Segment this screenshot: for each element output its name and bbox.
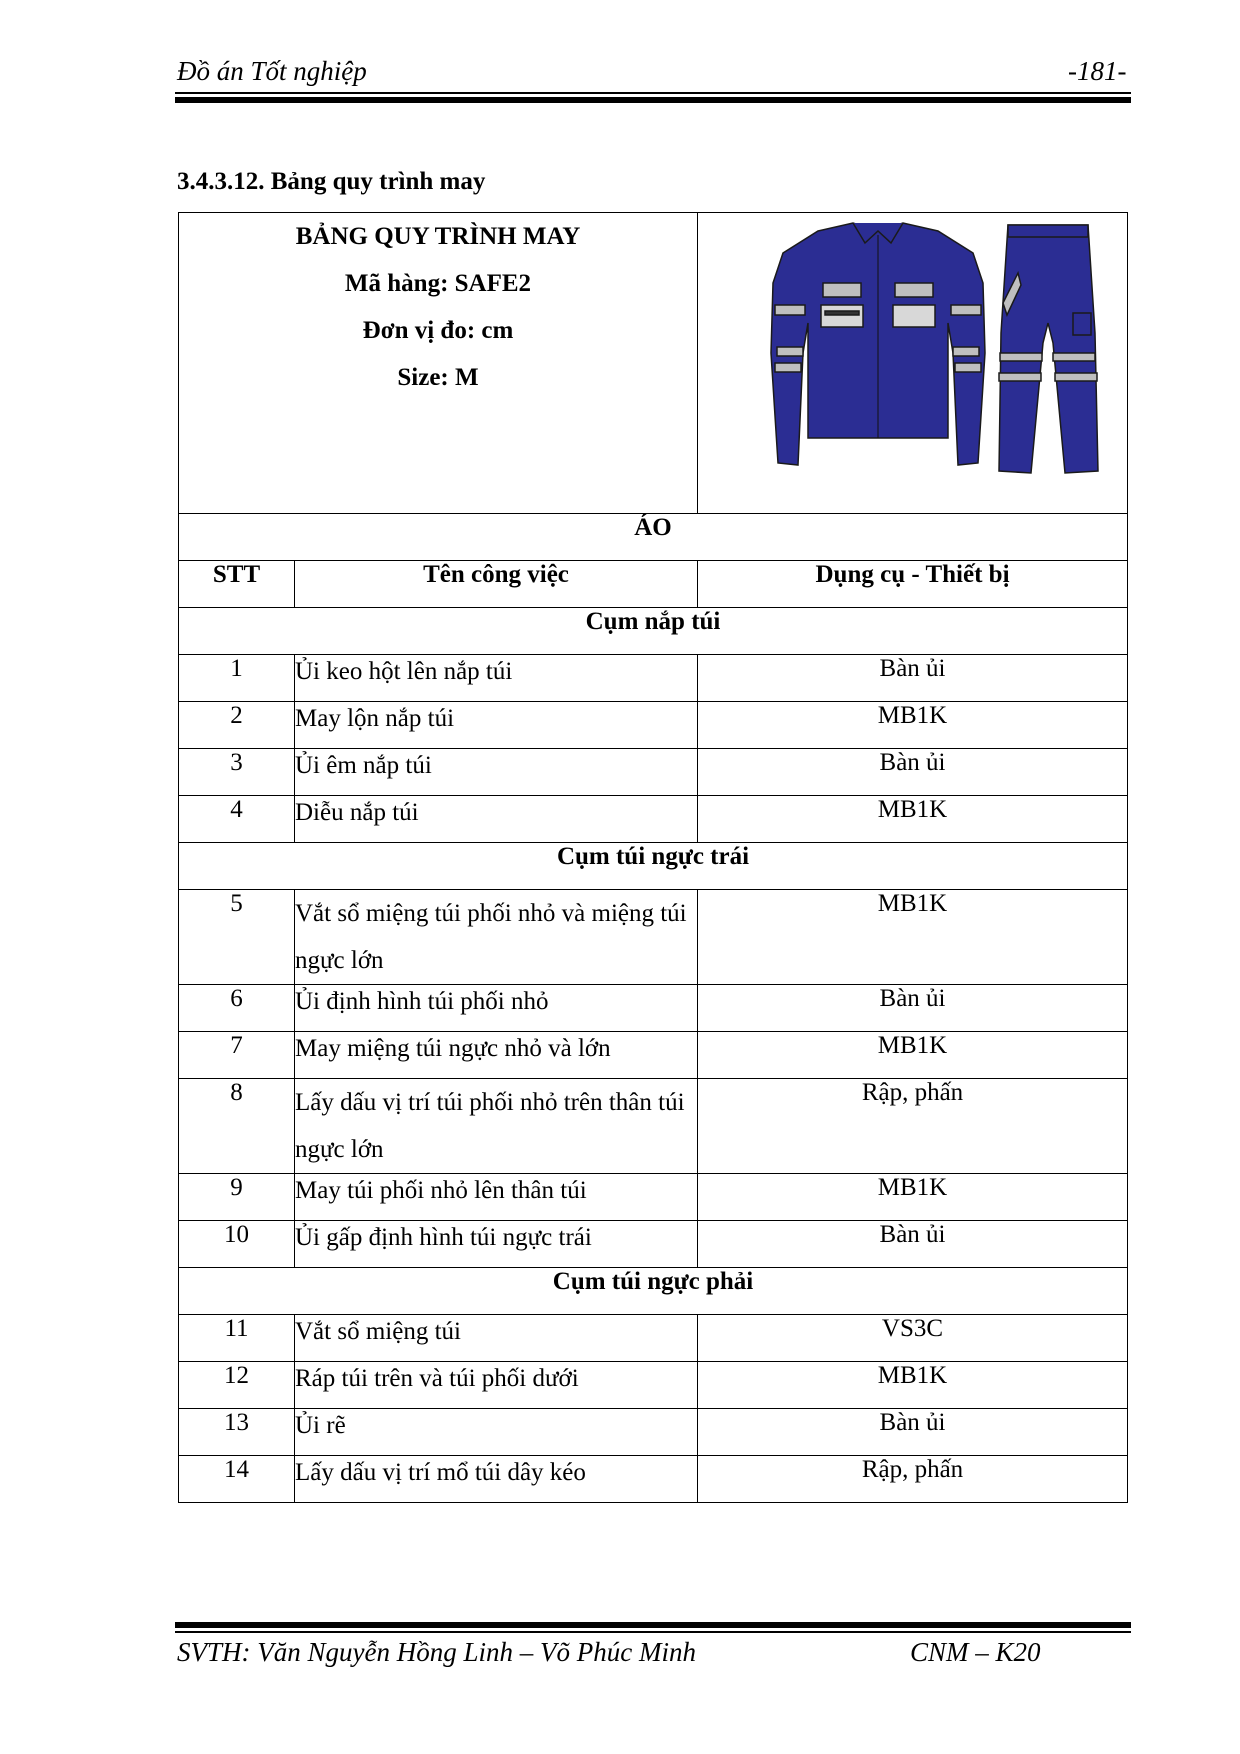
table-row — [179, 1221, 1128, 1268]
row-task: May miệng túi ngực nhỏ và lớn — [295, 1032, 698, 1079]
header-rule-thin — [175, 92, 1131, 94]
row-task: Ráp túi trên và túi phối dưới — [295, 1362, 698, 1409]
pants-drawing — [999, 225, 1098, 473]
group-row — [179, 1268, 1128, 1315]
row-stt: 7 — [179, 1032, 295, 1079]
row-tool: Bàn ủi — [698, 985, 1128, 1032]
table-row — [179, 655, 1128, 702]
row-task: Ủi gấp định hình túi ngực trái — [295, 1221, 698, 1268]
group-label: Cụm túi ngực trái — [179, 843, 1128, 890]
table-row — [179, 890, 1128, 985]
row-task: Ủi rẽ — [295, 1409, 698, 1456]
row-stt: 2 — [179, 702, 295, 749]
row-task: Vắt sổ miệng túi — [295, 1315, 698, 1362]
garment-row — [179, 514, 1128, 561]
row-stt: 8 — [179, 1079, 295, 1174]
row-tool: MB1K — [698, 890, 1128, 985]
column-header-stt: STT — [179, 561, 295, 608]
garment-label: ÁO — [179, 514, 1128, 561]
table-row — [179, 1032, 1128, 1079]
group-label: Cụm nắp túi — [179, 608, 1128, 655]
section-title: 3.4.3.12. Bảng quy trình may — [177, 168, 486, 195]
jacket-drawing — [771, 223, 985, 465]
row-tool: Bàn ủi — [698, 1409, 1128, 1456]
measure-unit: Đơn vị đo: cm — [362, 317, 514, 344]
row-stt: 1 — [179, 655, 295, 702]
sewing-process-table — [178, 212, 1128, 1503]
row-tool: MB1K — [698, 1174, 1128, 1221]
column-header-task: Tên công việc — [295, 561, 698, 608]
row-task: Lấy dấu vị trí mổ túi dây kéo — [295, 1456, 698, 1503]
row-stt: 5 — [179, 890, 295, 985]
row-stt: 11 — [179, 1315, 295, 1362]
row-stt: 6 — [179, 985, 295, 1032]
row-task: Ủi êm nắp túi — [295, 749, 698, 796]
group-row — [179, 608, 1128, 655]
footer-authors: SVTH: Văn Nguyễn Hồng Linh – Võ Phúc Minh — [177, 1637, 696, 1667]
row-stt: 3 — [179, 749, 295, 796]
row-stt: 13 — [179, 1409, 295, 1456]
header-rule-thick — [175, 97, 1131, 103]
row-task: Ủi định hình túi phối nhỏ — [295, 985, 698, 1032]
garment-illustration-cell — [698, 213, 1128, 514]
table-title: BẢNG QUY TRÌNH MAY — [295, 223, 581, 250]
product-info-cell — [179, 213, 698, 514]
row-tool: Rập, phấn — [698, 1456, 1128, 1503]
row-task: May túi phối nhỏ lên thân túi — [295, 1174, 698, 1221]
header-title: Đồ án Tốt nghiệp — [177, 56, 367, 86]
footer-rule-thin — [175, 1631, 1131, 1633]
row-tool: Bàn ủi — [698, 1221, 1128, 1268]
row-tool: Rập, phấn — [698, 1079, 1128, 1174]
footer-rule-thick — [175, 1622, 1131, 1628]
row-task: Diễu nắp túi — [295, 796, 698, 843]
product-code: Mã hàng: SAFE2 — [344, 270, 532, 297]
group-label: Cụm túi ngực phải — [179, 1268, 1128, 1315]
row-tool: Bàn ủi — [698, 749, 1128, 796]
table-row — [179, 1362, 1128, 1409]
table-row — [179, 796, 1128, 843]
table-row — [179, 702, 1128, 749]
row-stt: 14 — [179, 1456, 295, 1503]
row-stt: 10 — [179, 1221, 295, 1268]
row-task: Vắt sổ miệng túi phối nhỏ và miệng túi ngực lớn — [295, 890, 698, 985]
row-stt: 9 — [179, 1174, 295, 1221]
table-row — [179, 749, 1128, 796]
product-size: Size: M — [397, 364, 479, 391]
row-tool: MB1K — [698, 702, 1128, 749]
table-row — [179, 985, 1128, 1032]
row-tool: VS3C — [698, 1315, 1128, 1362]
table-row — [179, 1079, 1128, 1174]
page-number: -181- — [1068, 56, 1127, 86]
table-row — [179, 1456, 1128, 1503]
row-tool: MB1K — [698, 796, 1128, 843]
row-task: Ủi keo hột lên nắp túi — [295, 655, 698, 702]
footer-class: CNM – K20 — [910, 1637, 1041, 1667]
table-row — [179, 1409, 1128, 1456]
table-row — [179, 1315, 1128, 1362]
table-row — [179, 1174, 1128, 1221]
row-stt: 12 — [179, 1362, 295, 1409]
group-row — [179, 843, 1128, 890]
row-tool: MB1K — [698, 1362, 1128, 1409]
row-tool: Bàn ủi — [698, 655, 1128, 702]
table-header-row — [179, 213, 1128, 514]
column-header-row — [179, 561, 1128, 608]
column-header-tool: Dụng cụ - Thiết bị — [698, 561, 1128, 608]
row-stt: 4 — [179, 796, 295, 843]
row-task: Lấy dấu vị trí túi phối nhỏ trên thân túi ngực lớn — [295, 1079, 698, 1174]
row-task: May lộn nắp túi — [295, 702, 698, 749]
workwear-illustration — [703, 213, 1123, 503]
row-tool: MB1K — [698, 1032, 1128, 1079]
